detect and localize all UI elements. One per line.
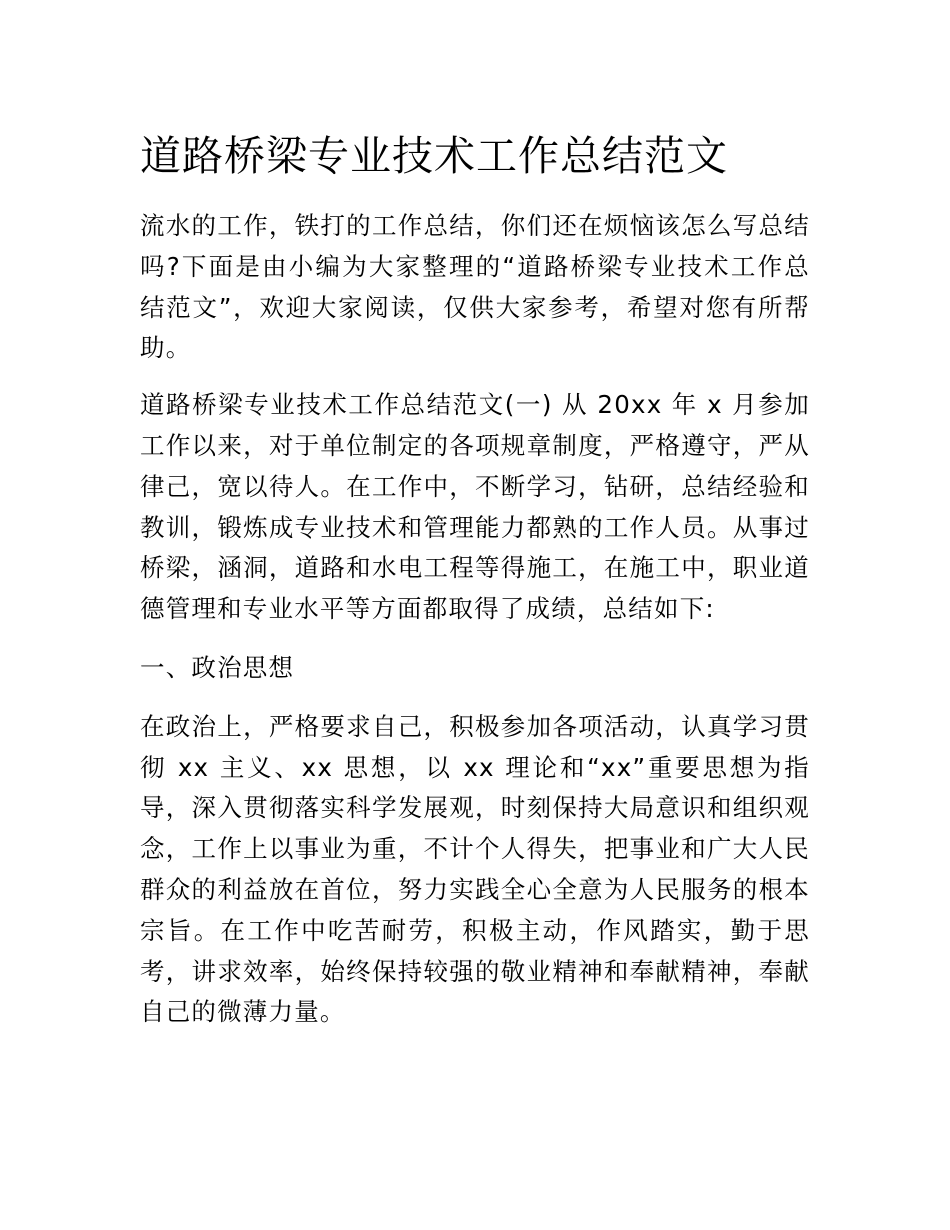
section-heading-politics: 一、政治思想 <box>140 652 295 682</box>
summary-paragraph-1: 道路桥梁专业技术工作总结范文(一) 从 20xx 年 x 月参加工作以来，对于单位制定的各项规章制度，严格遵守，严从律己，宽以待人。在工作中，不断学习，钻研，总结经验和教训，锻炼成专业技术和管理能力都熟的工作人员。从事过桥梁，涵洞，道路和水电工程等得施工，在施工中，职业道德管理和专业水平等方面都取得了成绩，总结如下: <box>140 390 810 624</box>
intro-paragraph: 流水的工作，铁打的工作总结，你们还在烦恼该怎么写总结吗?下面是由小编为大家整理的“道路桥梁专业技术工作总结范文”，欢迎大家阅读，仅供大家参考，希望对您有所帮助。 <box>140 211 810 363</box>
document-title: 道路桥梁专业技术工作总结范文 <box>140 132 728 180</box>
document-body <box>140 128 810 1051</box>
politics-paragraph: 在政治上，严格要求自己，积极参加各项活动，认真学习贯彻 xx 主义、xx 思想，以 xx 理论和“xx”重要思想为指导，深入贯彻落实科学发展观，时刻保持大局意识和组织观念，工作上以事业为重，不计个人得失，把事业和广大人民群众的利益放在首位，努力实践全心全意为人民服务的根本宗旨。在工作中吃苦耐劳，积极主动，作风踏实，勤于思考，讲求效率，始终保持较强的敬业精神和奉献精神，奉献自己的微薄力量。 <box>140 711 810 1027</box>
